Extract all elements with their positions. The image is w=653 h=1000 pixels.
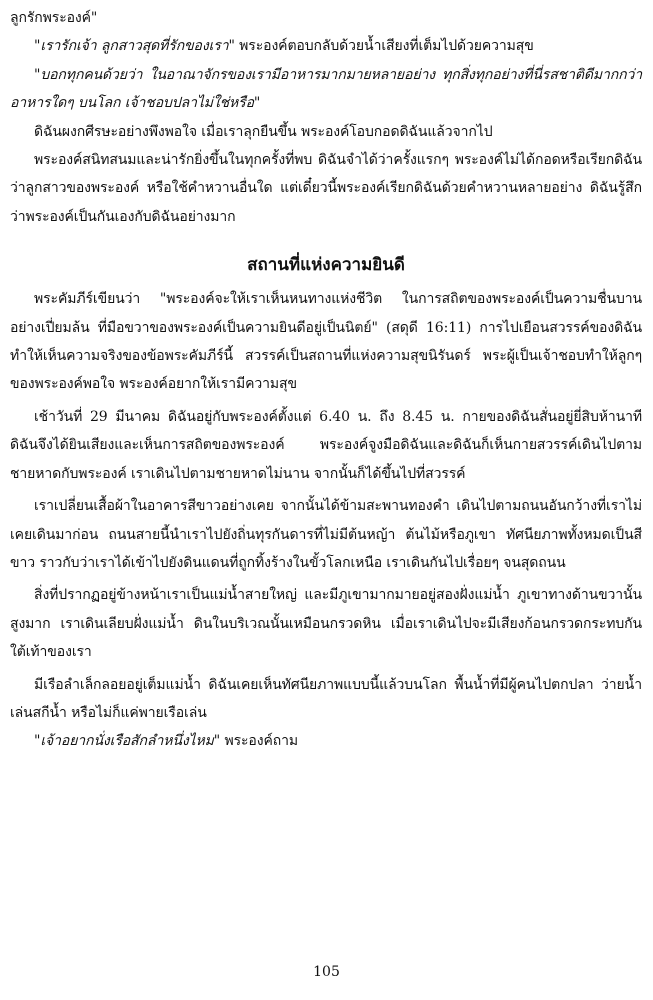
quote-text: "บอกทุกคนด้วยว่า ในอาณาจักรของเรามีอาหารมากมายหลายอย่าง ทุกสิ่งทุกอย่างที่นี่รสชาติดีมากกว่าอาหารใดๆ บนโลก เจ้าชอบปลาไม่ใช่หรือ" — [10, 66, 642, 112]
narration-text: พระองค์ตอบกลับด้วยน้ำเสียงที่เต็มไปด้วยความสุข — [234, 38, 534, 55]
paragraph-8: สิ่งที่ปรากฏอยู่ข้างหน้าเราเป็นแม่น้ำสายใหญ่ และมีภูเขามากมายอยู่สองฝั่งแม่น้ำ ภูเขาทางด้านขวานั้นสูงมาก เราเดินเลียบฝั่งแม่น้ำ ดินในบริเวณนั้นเหมือนกรวดหิน เมื่อเราเดินไปจะมีเสียงก้อนกรวดกระทบกันใต้เท้าของเรา — [10, 587, 642, 661]
section-heading: สถานที่แห่งความยินดี — [247, 255, 405, 276]
paragraph-dialogue-10 — [10, 727, 642, 755]
paragraph-3: ดิฉันผงกศีรษะอย่างพึงพอใจ เมื่อเราลุกยืนขึ้น พระองค์โอบกอดดิฉันแล้วจากไป — [34, 123, 493, 140]
quote-text: "เรารักเจ้า ลูกสาวสุดที่รักของเรา" — [34, 38, 235, 55]
paragraph-7: เราเปลี่ยนเสื้อผ้าในอาคารสีขาวอย่างเคย จากนั้นได้ข้ามสะพานทองคำ เดินไปตามถนนอันกว้างที่เราไม่เคยเดินมาก่อน ถนนสายนี้นำเราไปยังถิ่นทุรกันดารที่ไม่มีต้นหญ้า ต้นไม้หรือภูเขา ทัศนียภาพทั้งหมดเป็นสีขาว ราวกับว่าเราได้เข้าไปยังดินแดนที่ถูกทิ้งร้างในขั้วโลกเหนือ เราเดินกันไปเรื่อยๆ จนสุดถนน — [10, 498, 642, 571]
quote-text: "เจ้าอยากนั่งเรือสักลำหนึ่งไหม" — [34, 733, 221, 750]
page-number: 105 — [313, 964, 340, 980]
paragraph-continuation: ลูกรักพระองค์" — [10, 10, 98, 26]
page-body — [10, 4, 642, 756]
paragraph-6: เช้าวันที่ 29 มีนาคม ดิฉันอยู่กับพระองค์ตั้งแต่ 6.40 น. ถึง 8.45 น. กายของดิฉันสั่นอยู่ยี่สิบห้านาที ดิฉันจึงได้ยินเสียงและเห็นการสถิตของพระองค์ พระองค์จูงมือดิฉันและดิฉันก็เห็นกายสวรรค์เดินไปตามชายหาดกับพระองค์ เราเดินไปตามชายหาดไม่นาน จากนั้นก็ได้ขึ้นไปที่สวรรค์ — [10, 408, 642, 482]
paragraph-dialogue-1 — [10, 32, 642, 60]
paragraph-5: พระคัมภีร์เขียนว่า "พระองค์จะให้เราเห็นหนทางแห่งชีวิต ในการสถิตของพระองค์เป็นความชื่นบานอย่างเปี่ยมล้น ที่มือขวาของพระองค์เป็นความยินดีอยู่เป็นนิตย์" (สดุดี 16:11) การไปเยือนสวรรค์ของดิฉันทำให้เห็นความจริงของข้อพระคัมภีร์นี้ สวรรค์เป็นสถานที่แห่งความสุขนิรันดร์ พระผู้เป็นเจ้าชอบทำให้ลูกๆ ของพระองค์พอใจ พระองค์อยากให้เรามีความสุข — [10, 291, 642, 393]
narration-text: พระองค์ถาม — [220, 733, 298, 750]
paragraph-4: พระองค์สนิทสนมและน่ารักยิ่งขึ้นในทุกครั้งที่พบ ดิฉันจำได้ว่าครั้งแรกๆ พระองค์ไม่ได้กอดหรือเรียกดิฉันว่าลูกสาวของพระองค์ หรือใช้คำหวานอื่นใด แต่เดี๋ยวนี้พระองค์เรียกดิฉันด้วยคำหวานหลายอย่าง ดิฉันรู้สึกว่าพระองค์เป็นกันเองกับดิฉันอย่างมาก — [10, 152, 642, 225]
paragraph-dialogue-2 — [10, 61, 642, 118]
paragraph-9: มีเรือลำเล็กลอยอยู่เต็มแม่น้ำ ดิฉันเคยเห็นทัศนียภาพแบบนี้แล้วบนโลก พื้นน้ำที่มีผู้คนไปตกปลา ว่ายน้ำ เล่นสกีน้ำ หรือไม่ก็แค่พายเรือเล่น — [10, 676, 642, 721]
